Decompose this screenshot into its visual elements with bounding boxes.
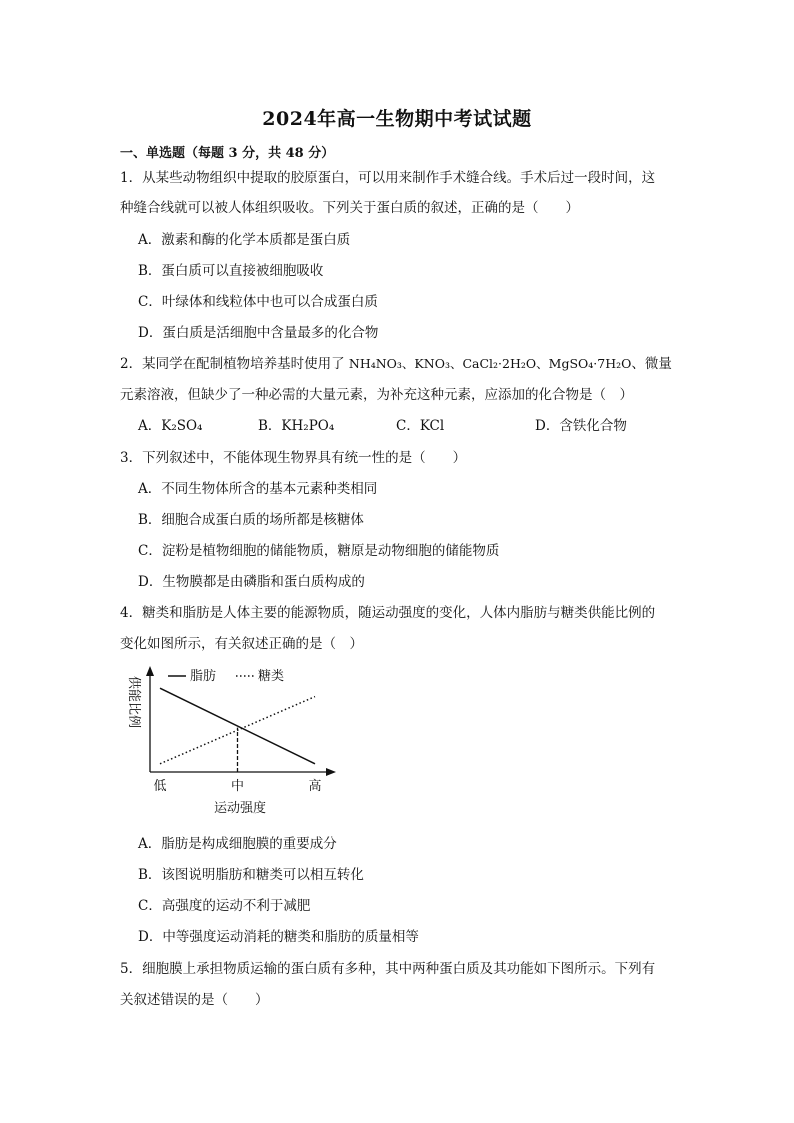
q4-option-c: C．高强度的运动不利于减肥 xyxy=(138,898,311,914)
q2-stem-post: 、微量 xyxy=(631,356,672,372)
q1-option-d: D．蛋白质是活细胞中含量最多的化合物 xyxy=(138,325,379,341)
q1-option-c: C．叶绿体和线粒体中也可以合成蛋白质 xyxy=(138,294,378,310)
x-tick-mid: 中 xyxy=(230,779,245,794)
q4-stem-line1: 4．糖类和脂肪是人体主要的能源物质，随运动强度的变化，人体内脂肪与糖类供能比例的 xyxy=(120,605,656,621)
q1-option-a: A．激素和酶的化学本质都是蛋白质 xyxy=(138,232,351,248)
page-title: 2024年高一生物期中考试试题 xyxy=(262,108,532,130)
q3-option-c: C．淀粉是植物细胞的储能物质，糖原是动物细胞的储能物质 xyxy=(138,543,500,559)
q4-option-d: D．中等强度运动消耗的糖类和脂肪的质量相等 xyxy=(138,929,419,945)
x-tick-low: 低 xyxy=(153,779,167,794)
q4-option-b: B．该图说明脂肪和糖类可以相互转化 xyxy=(138,867,364,883)
q2-stem-pre: 2．某同学在配制植物培养基时使用了 xyxy=(120,356,349,372)
energy-ratio-chart xyxy=(120,662,350,822)
q1-stem-line1: 1．从某些动物组织中提取的胶原蛋白，可以用来制作手术缝合线。手术后过一段时间，这 xyxy=(120,170,656,186)
legend-sugar-label: 糖类 xyxy=(258,669,285,684)
section-heading: 一、单选题（每题 3 分，共 48 分） xyxy=(120,146,335,161)
y-axis-label: 供能比例 xyxy=(126,676,141,729)
q2-formula-list: NH₄NO₃、KNO₃、CaCl₂·2H₂O、MgSO₄·7H₂O xyxy=(348,356,632,371)
q2-option-d: D．含铁化合物 xyxy=(535,418,627,434)
y-axis-arrow xyxy=(146,666,154,676)
x-tick-high: 高 xyxy=(308,779,322,794)
q3-option-d: D．生物膜都是由磷脂和蛋白质构成的 xyxy=(138,574,365,590)
q1-stem-line2: 种缝合线就可以被人体组织吸收。下列关于蛋白质的叙述，正确的是（ ） xyxy=(120,200,579,216)
q4-option-a: A．脂肪是构成细胞膜的重要成分 xyxy=(138,836,337,852)
x-axis-label: 运动强度 xyxy=(213,801,267,816)
q2-stem-line1 xyxy=(120,352,680,372)
legend-fat-label: 脂肪 xyxy=(190,669,217,684)
q3-stem-line1: 3．下列叙述中，不能体现生物界具有统一性的是（ ） xyxy=(120,450,467,466)
x-axis-arrow xyxy=(326,768,336,776)
q3-option-b: B．细胞合成蛋白质的场所都是核糖体 xyxy=(138,512,364,528)
legend xyxy=(168,668,284,684)
q5-stem-line2: 关叙述错误的是（ ） xyxy=(120,992,269,1008)
q5-stem-line1: 5．细胞膜上承担物质运输的蛋白质有多种，其中两种蛋白质及其功能如下图所示。下列有 xyxy=(120,961,656,977)
q4-stem-line2: 变化如图所示，有关叙述正确的是（ ） xyxy=(120,636,363,652)
q2-stem-line2: 元素溶液，但缺少了一种必需的大量元素，为补充这种元素，应添加的化合物是（ ） xyxy=(120,387,633,403)
q2-option-a: A．K₂SO₄ xyxy=(138,418,203,434)
q2-option-b: B．KH₂PO₄ xyxy=(258,418,335,434)
q2-option-c: C．KCl xyxy=(396,418,445,434)
q3-option-a: A．不同生物体所含的基本元素种类相同 xyxy=(138,481,378,497)
q1-option-b: B．蛋白质可以直接被细胞吸收 xyxy=(138,263,324,279)
